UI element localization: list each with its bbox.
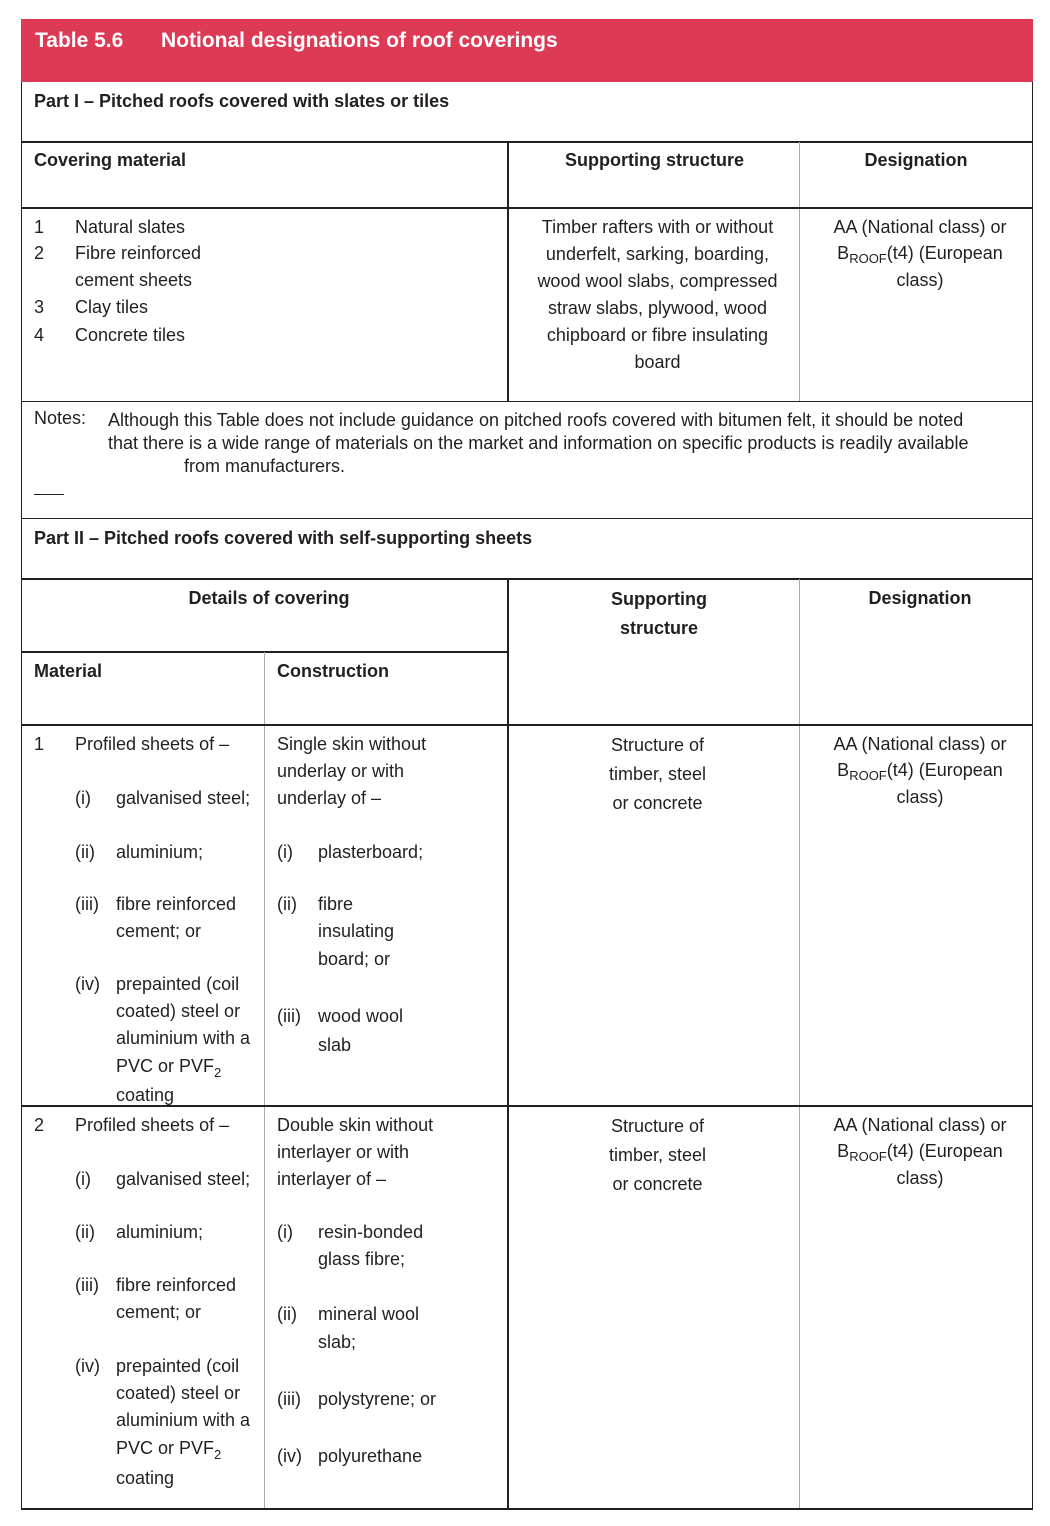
divider	[21, 1105, 1033, 1107]
divider	[21, 518, 1033, 519]
text-line: AA (National class) or	[833, 734, 1007, 754]
list-number: 2	[34, 243, 45, 263]
notes-line: Although this Table does not include guidance on pitched roofs covered with bitumen felt, it should be noted	[108, 410, 964, 430]
notes-line: that there is a wide range of materials on the market and information on specific products is readily available	[108, 433, 969, 453]
divider	[21, 141, 1033, 143]
construction-intro: Double skin without	[277, 1115, 434, 1135]
text-line: class)	[896, 270, 944, 290]
item-text: aluminium with a	[116, 1028, 251, 1048]
table-bottom-border	[21, 1508, 1033, 1510]
item-text: plasterboard;	[318, 842, 424, 862]
item-text: slab;	[318, 1332, 357, 1352]
text-line: class)	[896, 1168, 944, 1188]
material-intro: Profiled sheets of –	[75, 1115, 230, 1135]
construction-intro: underlay of –	[277, 788, 382, 808]
row-designation	[800, 1112, 1040, 1187]
text-line: or concrete	[612, 1174, 703, 1194]
construction-intro: interlayer or with	[277, 1142, 410, 1162]
table-title: Notional designations of roof coverings	[161, 29, 558, 52]
item-text: glass fibre;	[318, 1249, 406, 1269]
item-text: resin-bonded	[318, 1222, 424, 1242]
item-index: (iii)	[277, 1006, 301, 1026]
item-index: (i)	[75, 788, 91, 808]
list-number: 1	[34, 217, 45, 237]
list-item: Clay tiles	[75, 297, 149, 317]
list-item: Concrete tiles	[75, 325, 186, 345]
row-number: 1	[34, 734, 45, 754]
item-index: (ii)	[277, 1304, 297, 1324]
item-text: polyurethane	[318, 1446, 423, 1466]
item-index: (iv)	[277, 1446, 302, 1466]
item-index: (ii)	[277, 894, 297, 914]
item-text: mineral wool	[318, 1304, 420, 1324]
row-supporting	[509, 1112, 806, 1199]
item-text: cement; or	[116, 1302, 202, 1322]
list-number: 4	[34, 325, 45, 345]
divider	[21, 207, 1033, 209]
row-supporting	[509, 731, 806, 818]
b-letter: B	[837, 1141, 850, 1161]
text-line: timber, steel	[608, 764, 707, 784]
part2-col-material: Material	[34, 661, 103, 681]
pvf-text: PVC or PVF	[116, 1056, 215, 1076]
item-text: insulating	[318, 921, 395, 941]
roof-subscript: ROOF	[849, 1149, 887, 1164]
item-text: coated) steel or	[116, 1001, 241, 1021]
row-designation	[800, 731, 1040, 806]
t4-text: (t4) (European	[886, 760, 1003, 780]
construction-intro: Single skin without	[277, 734, 427, 754]
item-index: (iii)	[75, 1275, 99, 1295]
item-text: prepainted (coil	[116, 974, 240, 994]
item-text: galvanised steel;	[116, 1169, 251, 1189]
notes-line: from manufacturers.	[184, 456, 346, 476]
text-line: class)	[896, 787, 944, 807]
item-index: (i)	[277, 842, 293, 862]
list-item: Fibre reinforced	[75, 243, 202, 263]
item-text: coating	[116, 1468, 175, 1488]
b-letter: B	[837, 760, 850, 780]
text-line: Timber rafters with or without	[541, 217, 774, 237]
item-text: board; or	[318, 949, 391, 969]
text-line: chipboard or fibre insulating	[546, 325, 769, 345]
part2-heading: Part II – Pitched roofs covered with self-supporting sheets	[34, 528, 533, 548]
item-index: (iv)	[75, 974, 100, 994]
item-text: cement; or	[116, 921, 202, 941]
item-text: slab	[318, 1035, 352, 1055]
t4-text: (t4) (European	[886, 243, 1003, 263]
part1-col-designation: Designation	[864, 150, 968, 170]
part1-col-covering: Covering material	[34, 150, 187, 170]
item-text: aluminium;	[116, 842, 204, 862]
item-text: coating	[116, 1085, 175, 1105]
text-line: straw slabs, plywood, wood	[547, 298, 768, 318]
text-line	[800, 241, 1040, 271]
list-item: cement sheets	[75, 270, 193, 290]
item-index: (iv)	[75, 1356, 100, 1376]
item-index: (iii)	[277, 1389, 301, 1409]
table-number: Table 5.6	[35, 29, 124, 52]
part1-designation	[800, 214, 1040, 289]
text-line: wood wool slabs, compressed	[537, 271, 778, 291]
construction-intro: underlay or with	[277, 761, 405, 781]
item-index: (ii)	[75, 842, 95, 862]
text-line	[800, 1139, 1040, 1169]
divider	[21, 401, 1033, 402]
item-text: wood wool	[318, 1006, 404, 1026]
item-text	[116, 1435, 221, 1468]
part2-vline-c	[264, 652, 265, 1510]
item-index: (i)	[277, 1222, 293, 1242]
construction-intro: interlayer of –	[277, 1169, 387, 1189]
item-text: coated) steel or	[116, 1383, 241, 1403]
subscript-2: 2	[214, 1447, 222, 1462]
t4-text: (t4) (European	[886, 1141, 1003, 1161]
item-text: aluminium;	[116, 1222, 204, 1242]
row-number: 2	[34, 1115, 45, 1135]
part1-col-supporting: Supporting structure	[565, 150, 744, 170]
part2-vline-a	[507, 579, 509, 1510]
pvf-text: PVC or PVF	[116, 1438, 215, 1458]
part2-col-details: Details of covering	[188, 588, 350, 608]
text-line: board	[634, 352, 681, 372]
text-line: Structure of	[610, 1116, 705, 1136]
item-text: aluminium with a	[116, 1410, 251, 1430]
item-index: (iii)	[75, 894, 99, 914]
roof-subscript: ROOF	[849, 251, 887, 266]
item-text: fibre reinforced	[116, 894, 237, 914]
list-number: 3	[34, 297, 45, 317]
part2-col-construction: Construction	[277, 661, 389, 681]
material-intro: Profiled sheets of –	[75, 734, 230, 754]
notes-label: Notes:	[34, 408, 87, 428]
list-item: Natural slates	[75, 217, 186, 237]
part2-col-designation: Designation	[868, 588, 972, 608]
text-line: or concrete	[612, 793, 703, 813]
text-line: AA (National class) or	[833, 217, 1007, 237]
notes-rule	[34, 494, 64, 495]
text-line: underfelt, sarking, boarding,	[545, 244, 770, 264]
item-text: prepainted (coil	[116, 1356, 240, 1376]
part1-supporting-text	[509, 214, 806, 376]
part2-vline-b	[799, 579, 800, 1510]
b-letter: B	[837, 243, 850, 263]
text-line: Supporting	[611, 589, 707, 609]
item-index: (ii)	[75, 1222, 95, 1242]
item-text: polystyrene; or	[318, 1389, 437, 1409]
text-line	[800, 758, 1040, 788]
item-text: fibre reinforced	[116, 1275, 237, 1295]
item-text: fibre	[318, 894, 354, 914]
part1-heading: Part I – Pitched roofs covered with slates or tiles	[34, 91, 450, 111]
divider	[21, 578, 1033, 580]
item-index: (i)	[75, 1169, 91, 1189]
subscript-2: 2	[214, 1065, 222, 1080]
table-header-bar	[21, 19, 1033, 82]
roof-subscript: ROOF	[849, 768, 887, 783]
part2-col-supporting	[509, 585, 809, 643]
text-line: timber, steel	[608, 1145, 707, 1165]
text-line: Structure of	[610, 735, 705, 755]
text-line: structure	[619, 618, 699, 638]
item-text: galvanised steel;	[116, 788, 251, 808]
frame-left	[21, 82, 22, 1510]
divider	[21, 724, 1033, 726]
text-line: AA (National class) or	[833, 1115, 1007, 1135]
